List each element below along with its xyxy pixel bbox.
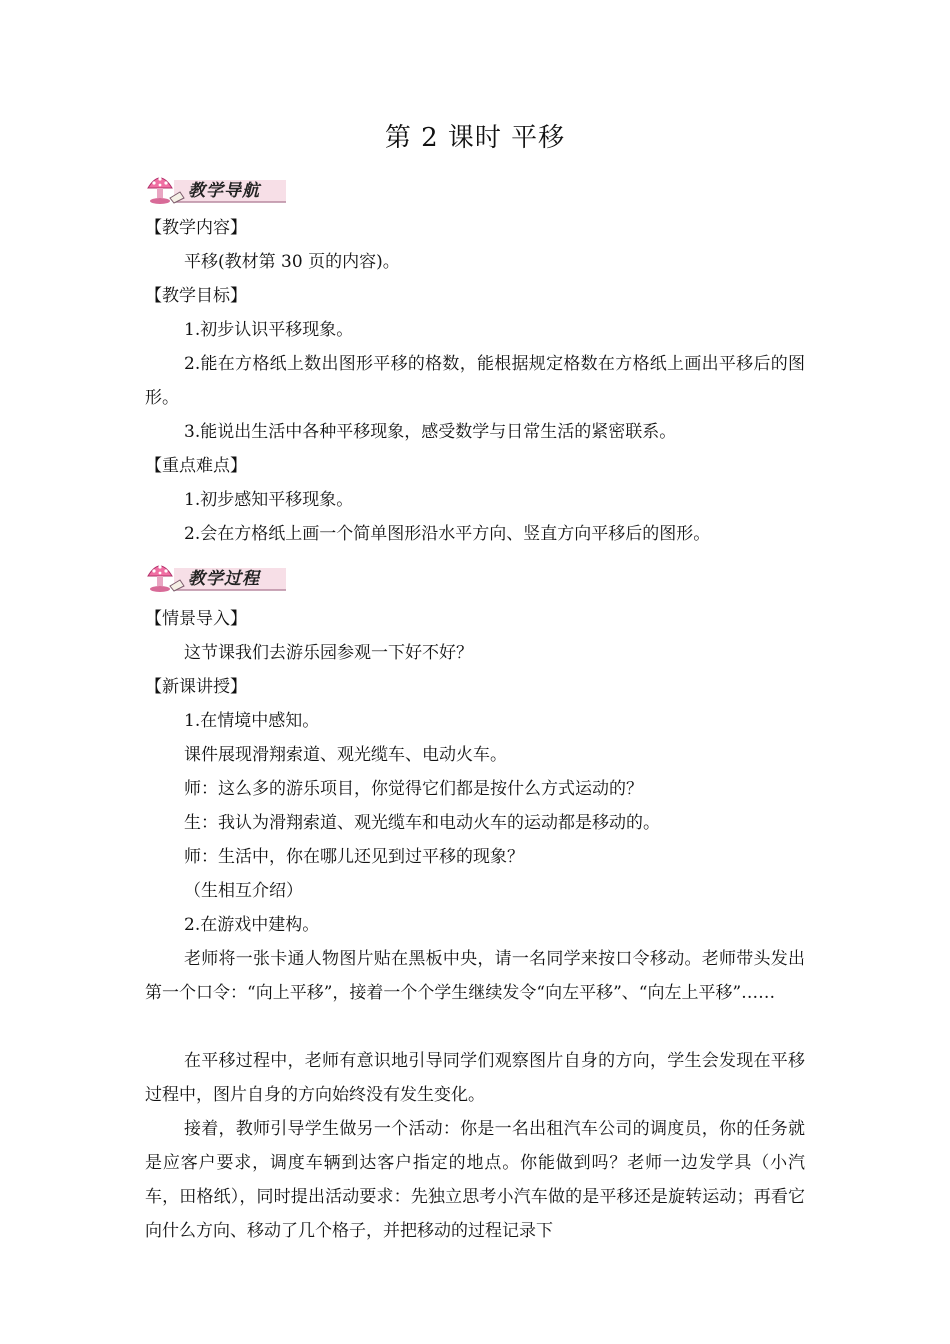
paragraph: 2.在游戏中建构。 xyxy=(184,915,320,935)
heading-teaching-content: 【教学内容】 xyxy=(145,218,247,238)
paragraph: 师：这么多的游乐项目，你觉得它们都是按什么方式运动的？ xyxy=(184,779,643,799)
paragraph: 课件展现滑翔索道、观光缆车、电动火车。 xyxy=(184,745,507,765)
paragraph: 1.初步感知平移现象。 xyxy=(184,490,354,510)
paragraph: （生相互介绍） xyxy=(184,881,303,901)
paragraph: 老师将一张卡通人物图片贴在黑板中央，请一名同学来按口令移动。老师带头发出第一个口令：“向上平移”，接着一个个学生继续发令“向左平移”、“向左上平移”…… xyxy=(145,949,805,1003)
section-banner-teaching-guide xyxy=(140,168,290,208)
paragraph: 1.初步认识平移现象。 xyxy=(184,320,354,340)
heading-scene-intro: 【情景导入】 xyxy=(145,609,247,629)
paragraph: 2.能在方格纸上数出图形平移的格数，能根据规定格数在方格纸上画出平移后的图形。 xyxy=(145,354,805,408)
paragraph: 2.会在方格纸上画一个简单图形沿水平方向、竖直方向平移后的图形。 xyxy=(184,524,711,544)
heading-new-lesson: 【新课讲授】 xyxy=(145,677,247,697)
section-banner-label: 教学导航 xyxy=(188,181,260,201)
paragraph: 1.在情境中感知。 xyxy=(184,711,320,731)
paragraph: 在平移过程中，老师有意识地引导同学们观察图片自身的方向，学生会发现在平移过程中，图片自身的方向始终没有发生变化。 xyxy=(145,1051,805,1105)
page-title: 第 2 课时 平移 xyxy=(384,123,566,153)
paragraph: 3.能说出生活中各种平移现象，感受数学与日常生活的紧密联系。 xyxy=(184,422,677,442)
heading-teaching-goals: 【教学目标】 xyxy=(145,286,247,306)
paragraph: 接着，教师引导学生做另一个活动：你是一名出租汽车公司的调度员，你的任务就是应客户要求，调度车辆到达客户指定的地点。你能做到吗？老师一边发学具（小汽车，田格纸），同时提出活动要求：先独立思考小汽车做的是平移还是旋转运动；再看它向什么方向、移动了几个格子，并把移动的过程记录下 xyxy=(145,1119,805,1241)
paragraph: 这节课我们去游乐园参观一下好不好？ xyxy=(184,643,473,663)
heading-key-points: 【重点难点】 xyxy=(145,456,247,476)
paragraph: 平移(教材第 30 页的内容)。 xyxy=(184,252,400,272)
section-banner-teaching-process xyxy=(140,556,290,596)
paragraph: 生：我认为滑翔索道、观光缆车和电动火车的运动都是移动的。 xyxy=(184,813,660,833)
paragraph: 师：生活中，你在哪儿还见到过平移的现象？ xyxy=(184,847,524,867)
section-banner-label: 教学过程 xyxy=(188,569,260,589)
